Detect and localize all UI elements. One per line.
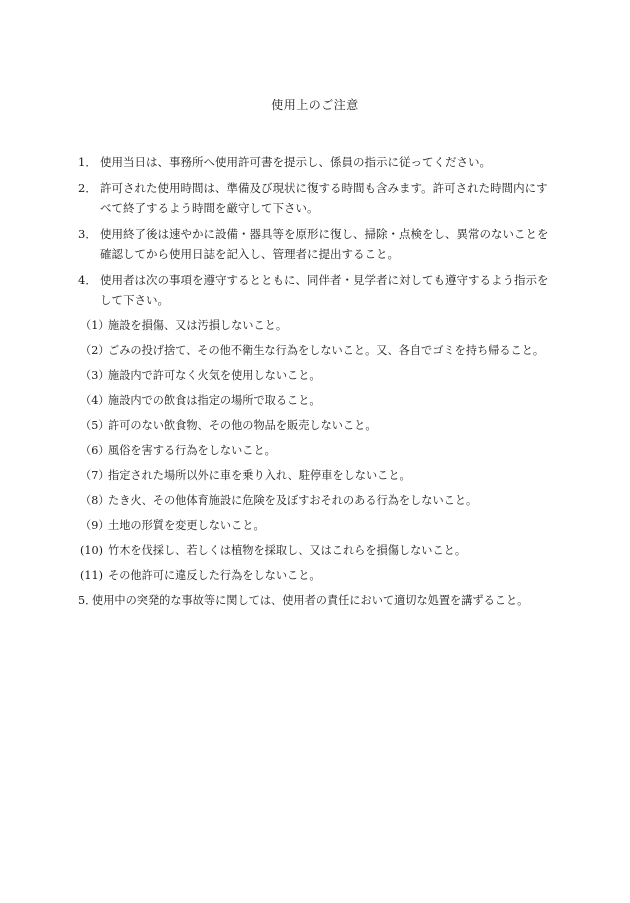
- rule-item-7: [78, 466, 558, 486]
- rule-text: 施設を損傷、又は汚損しないこと。: [108, 319, 288, 332]
- rule-number: （4）: [80, 394, 110, 407]
- rule-text: たき火、その他体育施設に危険を及ぼすおそれのある行為をしないこと。: [108, 494, 478, 507]
- notice-list: [78, 152, 558, 617]
- rule-number: (11): [80, 569, 103, 582]
- item-number: 5．: [78, 594, 97, 607]
- rule-item-2: [78, 341, 558, 361]
- rule-number: （7）: [80, 469, 110, 482]
- rule-text: 風俗を害する行為をしないこと。: [108, 444, 276, 457]
- rule-item-5: [78, 416, 558, 436]
- rule-text: 指定された場所以外に車を乗り入れ、駐停車をしないこと。: [108, 469, 411, 482]
- item-text: 許可された使用時間は、準備及び現状に復する時間も含みます。許可された時間内にすべて終了するよう時間を厳守して下さい。: [100, 181, 548, 215]
- rules-sublist: [78, 316, 558, 586]
- rule-number: （3）: [80, 369, 110, 382]
- rule-number: （2）: [80, 344, 110, 357]
- item-number: 1．: [78, 155, 97, 169]
- rule-number: (10): [80, 544, 103, 557]
- item-text: 使用当日は、事務所へ使用許可書を提示し、係員の指示に従ってください。: [100, 155, 491, 169]
- rule-number: （6）: [80, 444, 110, 457]
- rule-text: 土地の形質を変更しないこと。: [108, 519, 265, 532]
- rule-item-9: [78, 516, 558, 536]
- notice-item-1: [78, 152, 558, 172]
- rule-item-6: [78, 441, 558, 461]
- rule-number: （1）: [80, 319, 110, 332]
- page-title: 使用上のご注意: [271, 98, 359, 112]
- rule-text: その他許可に違反した行為をしないこと。: [108, 569, 321, 582]
- rule-item-8: [78, 491, 558, 511]
- item-number: 2．: [78, 181, 97, 195]
- rule-item-3: [78, 366, 558, 386]
- rule-item-4: [78, 391, 558, 411]
- rule-text: 施設内で許可なく火気を使用しないこと。: [108, 369, 321, 382]
- rule-text: 施設内での飲食は指定の場所で取ること。: [108, 394, 321, 407]
- rule-text: 竹木を伐採し、若しくは植物を採取し、又はこれらを損傷しないこと。: [108, 544, 467, 557]
- item-text: 使用終了後は速やかに設備・器具等を原形に復し、掃除・点検をし、異常のないことを確認してから使用日誌を記入し、管理者に提出すること。: [100, 227, 549, 261]
- rule-item-10: [78, 541, 558, 561]
- rule-number: （5）: [80, 419, 110, 432]
- notice-item-3: [78, 224, 558, 264]
- item-text: 使用者は次の事項を遵守するとともに、同伴者・見学者に対しても遵守するよう指示をして下さい。: [100, 273, 549, 307]
- rule-text: 許可のない飲食物、その他の物品を販売しないこと。: [108, 419, 377, 432]
- rule-item-11: [78, 566, 558, 586]
- notice-item-2: [78, 178, 558, 218]
- rule-number: （8）: [80, 494, 110, 507]
- item-text: 使用中の突発的な事故等に関しては、使用者の責任において適切な処置を講ずること。: [92, 594, 529, 607]
- rule-number: （9）: [80, 519, 110, 532]
- notice-item-4: [78, 270, 558, 310]
- rule-item-1: [78, 316, 558, 336]
- notice-item-5: [78, 591, 558, 611]
- item-number: 4．: [78, 273, 97, 287]
- rule-text: ごみの投げ捨て、その他不衛生な行為をしないこと。又、各自でゴミを持ち帰ること。: [108, 344, 545, 357]
- item-number: 3．: [78, 227, 97, 241]
